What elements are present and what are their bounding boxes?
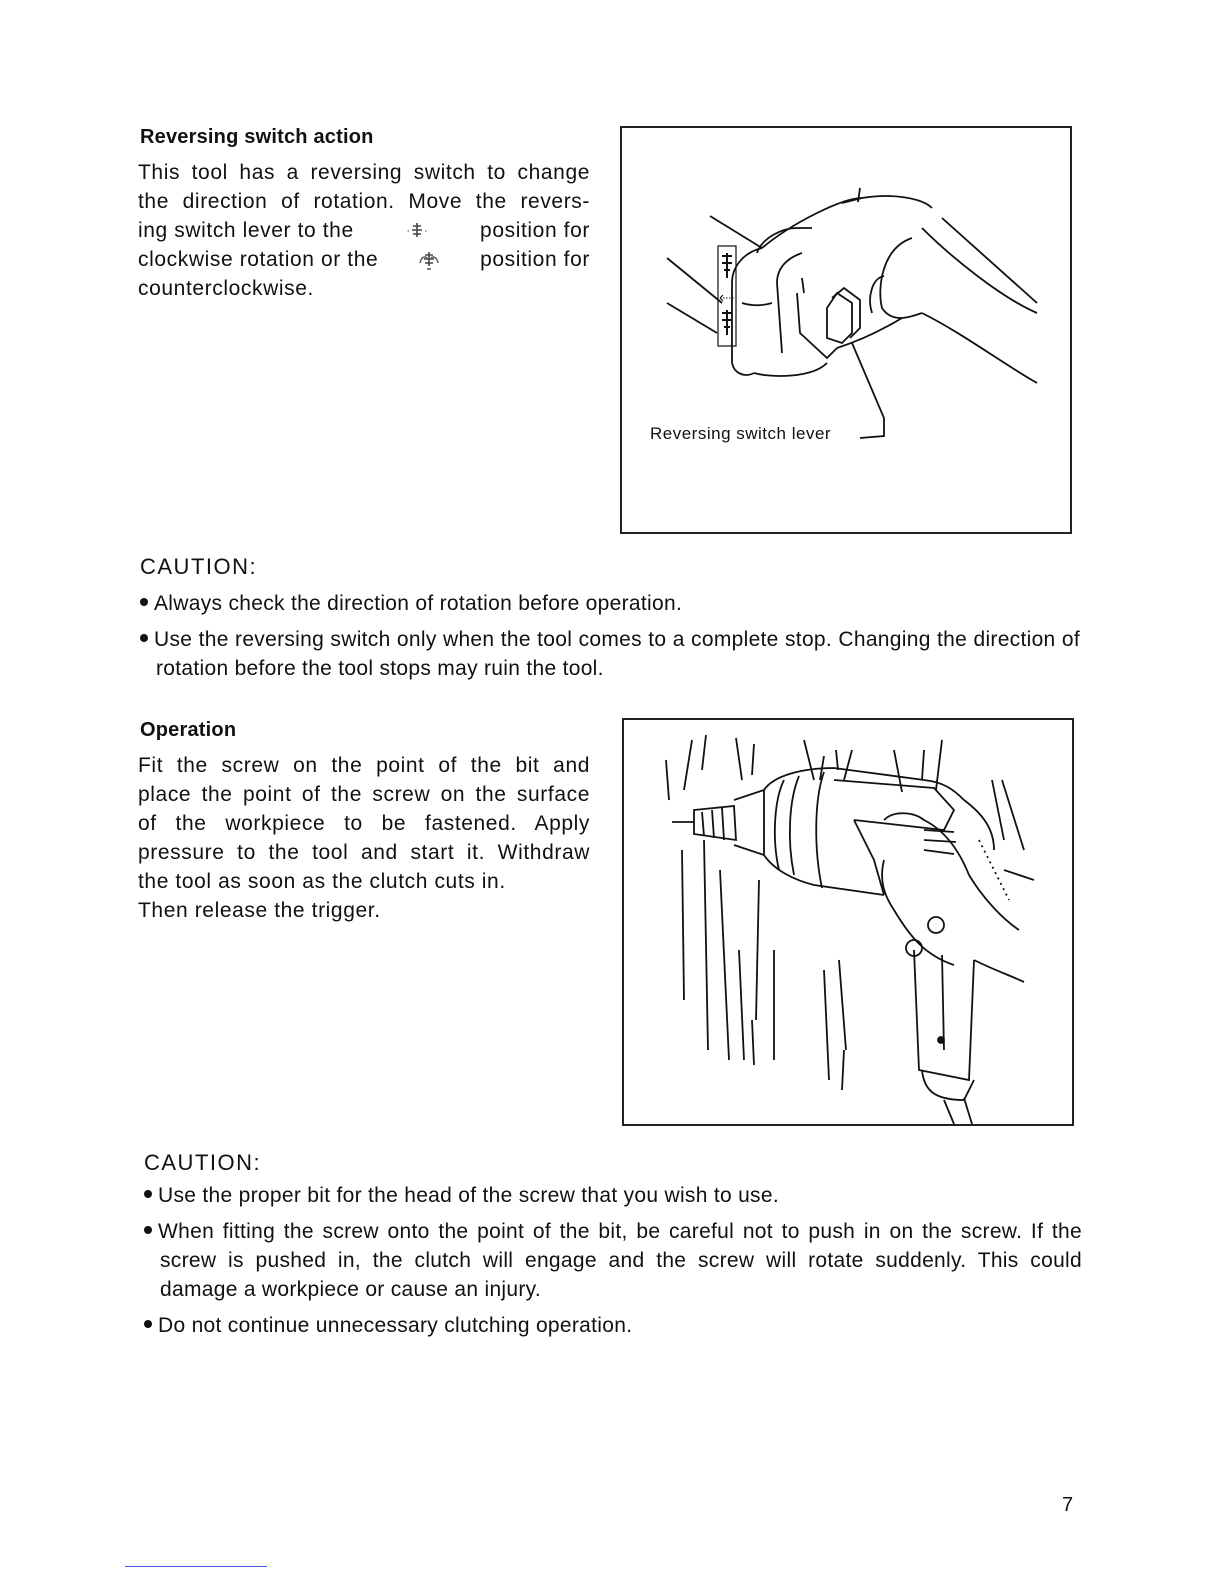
- caution-text: Use the proper bit for the head of the screw that you wish to use.: [158, 1184, 779, 1207]
- caution-title: CAUTION:: [140, 554, 258, 579]
- caution-item: [144, 1217, 1082, 1304]
- bullet-icon: [144, 1190, 152, 1198]
- caution-item: [144, 1181, 1082, 1210]
- caution-text: When fitting the screw onto the point of the bit, be careful not to push in on the screw. If the screw is pushed in, the clutch will engage and the screw will rotate suddenly. This could damage a workpiece or cause an injury.: [158, 1220, 1082, 1301]
- reversing-switch-figure: [620, 126, 1072, 534]
- bullet-icon: [140, 598, 148, 606]
- caution-list: [140, 589, 1080, 683]
- paragraph-line: [138, 245, 590, 274]
- paragraph-line: pressure to the tool and start it. Withdraw: [138, 841, 590, 864]
- paragraph-text: position for: [480, 219, 590, 242]
- caution-title: CAUTION:: [144, 1150, 262, 1175]
- section-heading-reversing-switch: Reversing switch action: [140, 126, 374, 148]
- caution-text: Use the reversing switch only when the tool comes to a complete stop. Changing the direction of rotation before the tool stops may ruin the tool.: [154, 628, 1080, 680]
- screwdriver-operation-illustration: [624, 720, 1072, 1124]
- operation-figure: [622, 718, 1074, 1126]
- paragraph-line: Fit the screw on the point of the bit and: [138, 754, 590, 777]
- paragraph-line: of the workpiece to be fastened. Apply: [138, 812, 590, 835]
- caution-item: [144, 1311, 1082, 1340]
- reversing-switch-illustration: [622, 128, 1070, 532]
- reversing-switch-lever-label: Reversing switch lever: [650, 424, 832, 443]
- footer-rule: [125, 1566, 267, 1567]
- paragraph-line: [138, 216, 590, 245]
- paragraph-line: place the point of the screw on the surface: [138, 783, 590, 806]
- paragraph-text: ing switch lever to the: [138, 219, 354, 242]
- paragraph-line: the direction of rotation. Move the revers-: [138, 190, 590, 213]
- operation-paragraph: [138, 751, 590, 925]
- paragraph-line: the tool as soon as the clutch cuts in.: [138, 870, 506, 893]
- paragraph-line: Then release the trigger.: [138, 899, 381, 922]
- paragraph-line: counterclockwise.: [138, 277, 314, 300]
- caution-item: [140, 625, 1080, 683]
- page-number: 7: [1062, 1494, 1074, 1516]
- caution-item: [140, 589, 1080, 618]
- caution-list: [144, 1181, 1082, 1340]
- caution-text: Do not continue unnecessary clutching operation.: [158, 1314, 633, 1337]
- paragraph-text: clockwise rotation or the: [138, 248, 379, 271]
- paragraph-text: position for: [480, 248, 590, 271]
- reversing-switch-paragraph: [138, 158, 590, 303]
- bullet-icon: [144, 1320, 152, 1328]
- bullet-icon: [140, 634, 148, 642]
- section-heading-operation: Operation: [140, 719, 237, 741]
- counterclockwise-symbol-icon: [417, 249, 441, 271]
- caution-text: Always check the direction of rotation before operation.: [154, 592, 683, 615]
- bullet-icon: [144, 1226, 152, 1234]
- paragraph-line: This tool has a reversing switch to change: [138, 161, 590, 184]
- clockwise-symbol-icon: [405, 220, 429, 242]
